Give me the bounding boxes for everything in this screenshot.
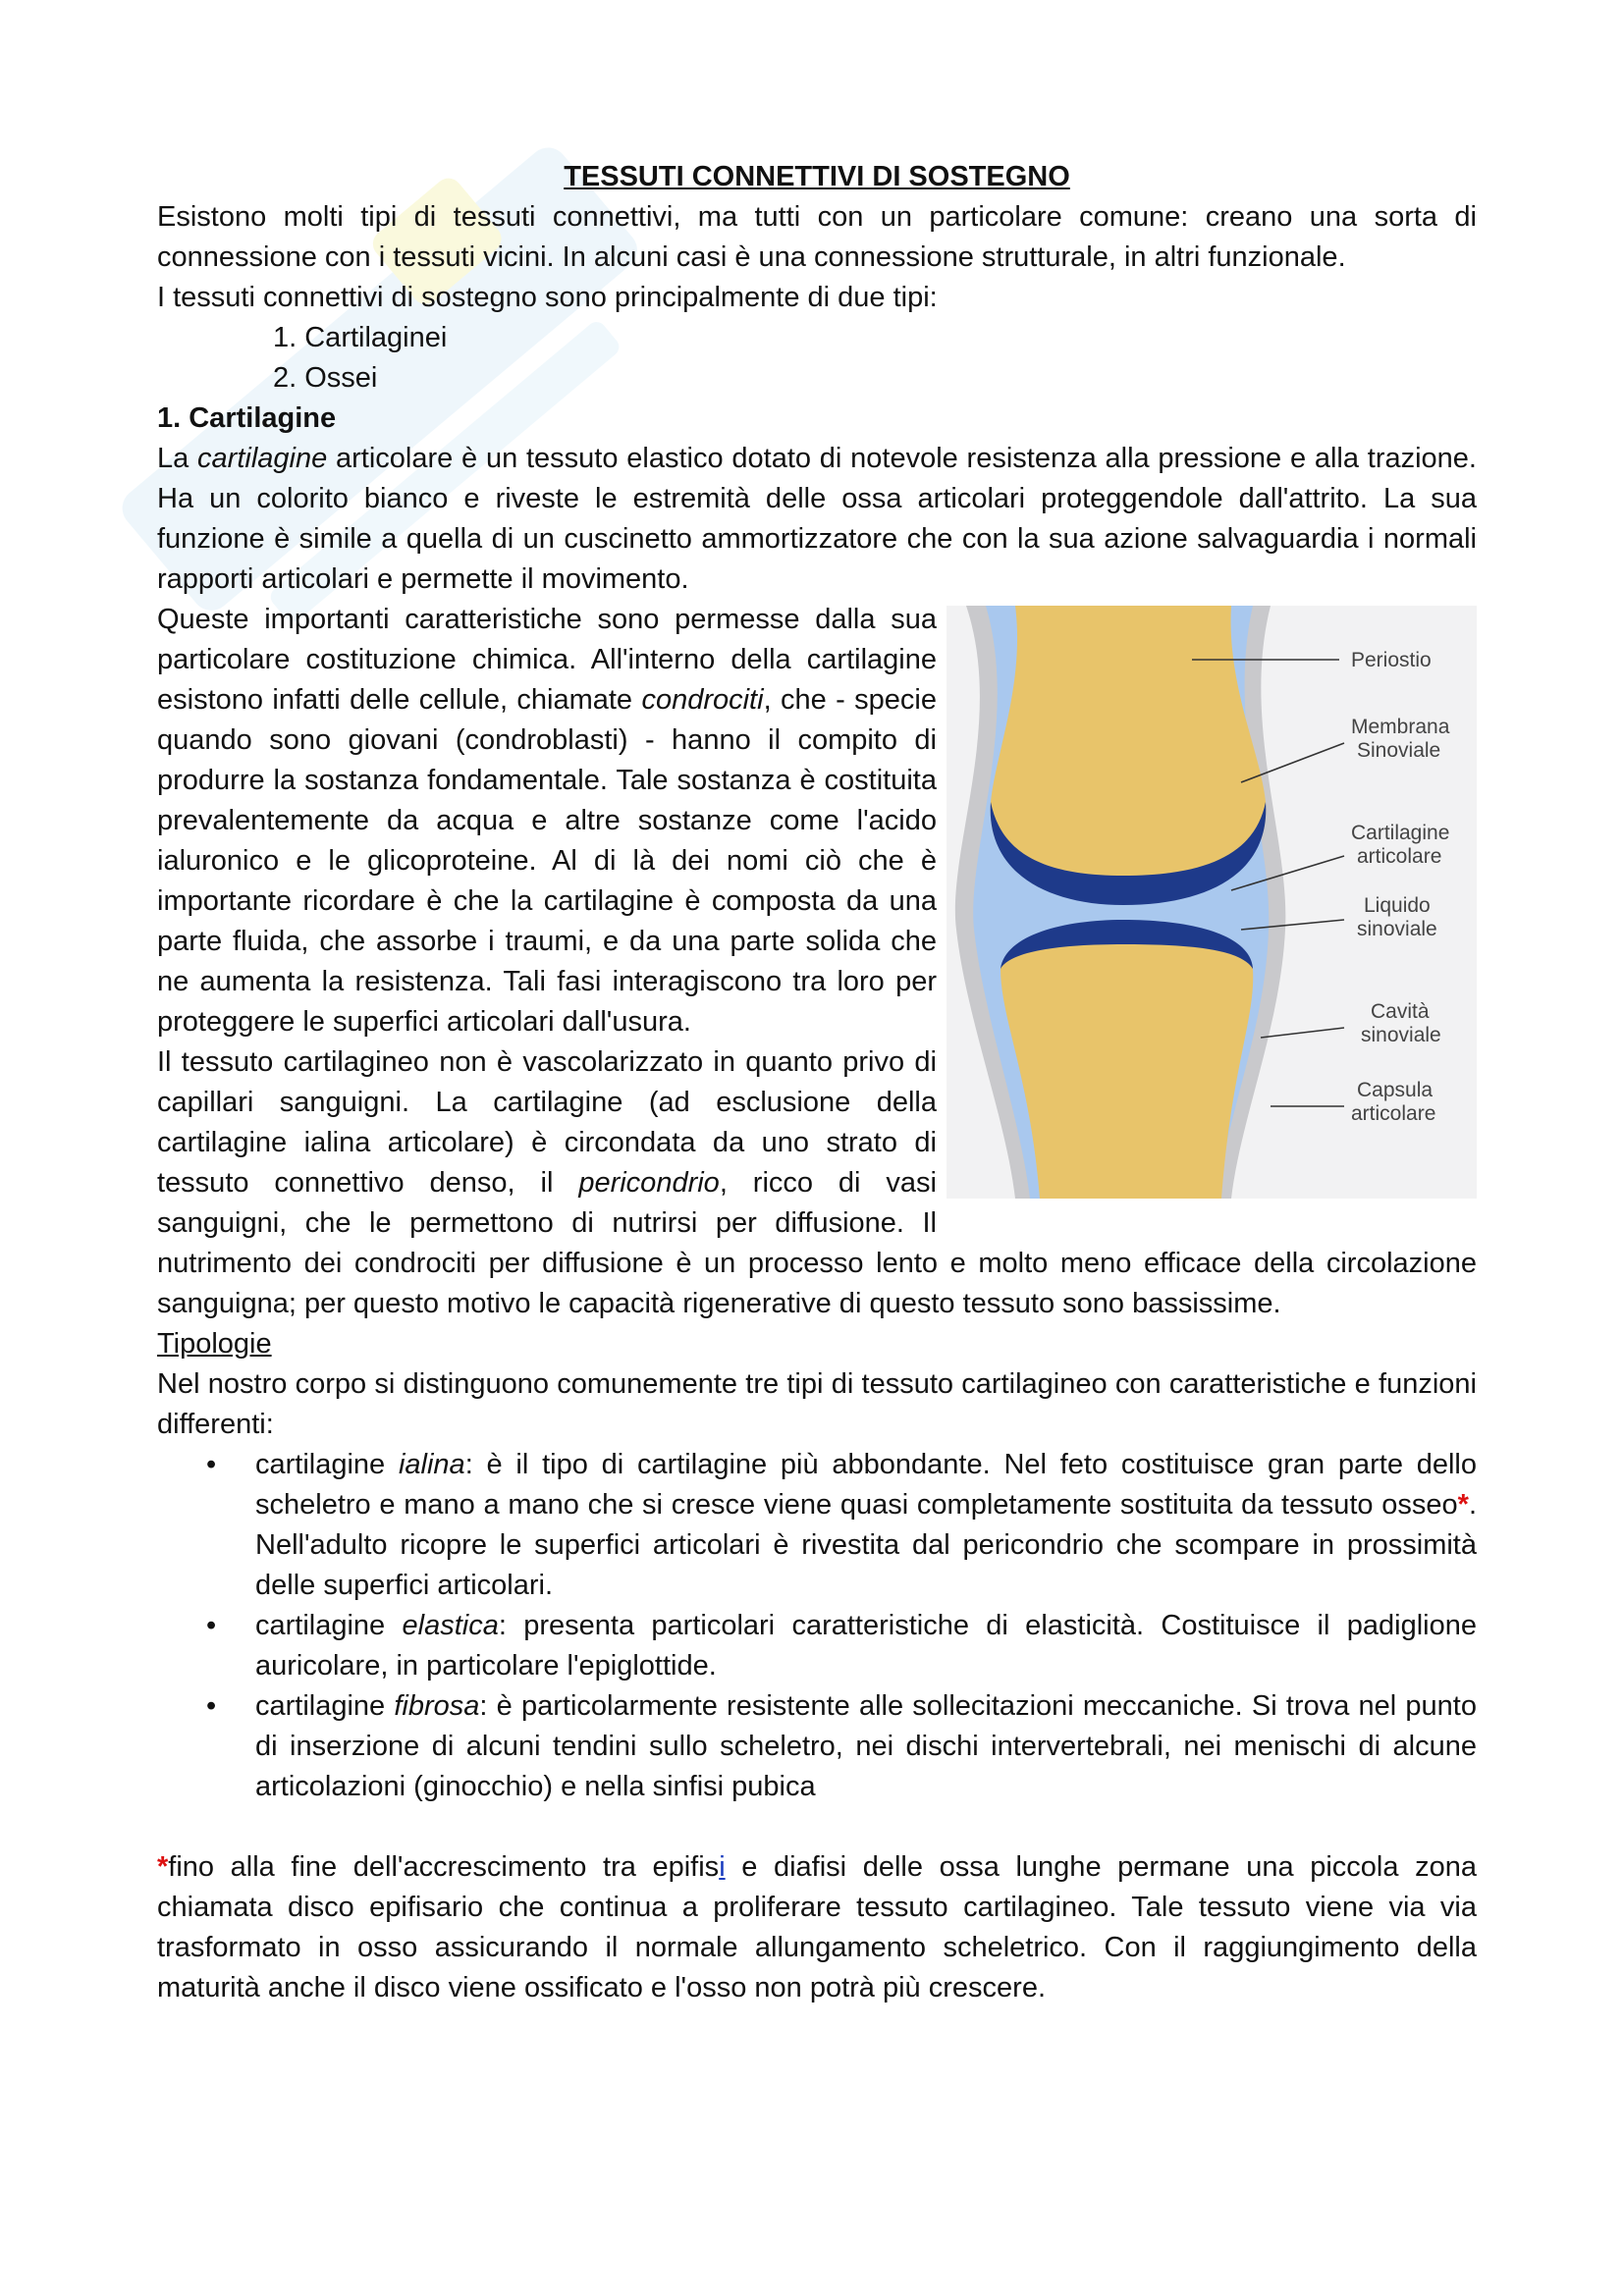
label-periostio: Periostio bbox=[1351, 649, 1432, 671]
label-liquido: Liquido bbox=[1364, 894, 1431, 917]
text-run: : è particolarmente resistente alle sollecitazioni meccaniche. Si trova nel punto di inserzione di alcuni tendini sullo scheletro, nei dischi intervertebrali, nei menischi di alcune articolazioni (ginocchio) e nella sinfisi pubica bbox=[255, 1690, 1477, 1802]
text-run: cartilagine bbox=[255, 1449, 399, 1480]
text-run: : è il tipo di cartilagine più abbondante. Nel feto costituisce gran parte dello scheletro e mano a mano che si cresce viene quasi completamente sostituita da tessuto osseo bbox=[255, 1449, 1477, 1521]
emphasis-term: cartilagine bbox=[197, 443, 328, 474]
text-run: articolare è un tessuto elastico dotato di notevole resistenza alla pressione e alla trazione. Ha un colorito bianco e riveste le estremità delle ossa articolari proteggendole dall'attrito. La sua funzione è simile a quella di un cuscinetto ammortizzatore che con la sua azione salvaguardia i normali rapporti articolari e permette il movimento. bbox=[157, 443, 1477, 595]
emphasis-term: pericondrio bbox=[578, 1167, 720, 1199]
upper-bone-shape bbox=[991, 606, 1267, 900]
list-item-ialina bbox=[157, 1445, 1477, 1606]
subheading-tipologie: Tipologie bbox=[157, 1328, 272, 1360]
list-item-elastica bbox=[157, 1606, 1477, 1686]
text-run: cartilagine bbox=[255, 1690, 395, 1722]
intro-types-sentence: I tessuti connettivi di sostegno sono principalmente di due tipi: bbox=[157, 282, 938, 313]
paragraph-cartilagine-intro bbox=[157, 439, 1477, 600]
types-list-item: 2. Ossei bbox=[273, 362, 378, 394]
footnote-marker: * bbox=[157, 1851, 169, 1883]
intro-paragraph: Esistono molti tipi di tessuti connettivi, ma tutti con un particolare comune: creano una sorta di connessione con i tessuti vicini. In alcuni casi è una connessione strutturale, in altri funzionale. bbox=[157, 201, 1477, 273]
emphasis-term: condrociti bbox=[641, 684, 764, 716]
emphasis-term: fibrosa bbox=[394, 1690, 480, 1722]
text-run: La bbox=[157, 443, 198, 474]
text-run: e diafisi delle ossa lunghe permane una piccola zona chiamata disco epifisario che continua a proliferare tessuto cartilagineo. Tale tessuto viene via via trasformato in osso assicurando il normale allungamento scheletrico. Con il raggiungimento della maturità anche il disco viene ossificato e l'osso non potrà più crescere. bbox=[157, 1851, 1477, 2003]
text-run: Queste importanti caratteristiche sono permesse dalla sua particolare costituzione chimica. All'interno della cartilagine esistono infatti delle cellule, chiamate bbox=[157, 604, 937, 716]
text-run: , che - specie quando sono giovani (condroblasti) - hanno il compito di produrre la sostanza fondamentale. Tale sostanza è costituita prevalentemente da acqua e altre sostanze come l'acido ialuronico e le glicoproteine. Al di là dei nomi ciò che è importante ricordare è che la cartilagine è composta da una parte fluida, che assorbe i traumi, e da una parte solida che ne aumenta la resistenza. Tali fasi interagiscono tra loro per proteggere le superfici articolari dall'usura. bbox=[157, 684, 937, 1038]
document-page bbox=[157, 157, 1477, 2008]
text-run: Il tessuto cartilagineo non è vascolarizzato in quanto privo di capillari sanguigni. La cartilagine (ad esclusione della cartilagine ialina articolare) è circondata da uno strato di tessuto connettivo denso, il bbox=[157, 1046, 937, 1199]
joint-anatomy-figure bbox=[947, 606, 1477, 1199]
label-sinoviale: Sinoviale bbox=[1357, 739, 1441, 762]
document-title: TESSUTI CONNETTIVI DI SOSTEGNO bbox=[564, 161, 1070, 192]
label-liquido-sinoviale: sinoviale bbox=[1357, 918, 1437, 940]
types-list bbox=[273, 318, 1477, 399]
lower-bone-shape bbox=[1001, 930, 1253, 1199]
list-item-fibrosa bbox=[157, 1686, 1477, 1807]
label-capsula: Capsula bbox=[1357, 1079, 1434, 1101]
spacer bbox=[157, 1807, 1477, 1847]
label-articolare: articolare bbox=[1357, 845, 1442, 868]
text-run: . Nell'adulto ricopre le superfici articolari è rivestita dal pericondrio che scompare in prossimità delle superfici articolari. bbox=[255, 1489, 1477, 1601]
label-cavita: Cavità bbox=[1371, 1000, 1430, 1023]
cartilage-types-list bbox=[157, 1445, 1477, 1807]
section-heading-cartilagine: 1. Cartilagine bbox=[157, 402, 337, 434]
types-list-item: 1. Cartilaginei bbox=[273, 322, 448, 353]
text-run: cartilagine bbox=[255, 1610, 403, 1641]
footnote-paragraph bbox=[157, 1847, 1477, 2008]
text-run: , ricco di vasi sanguigni, che le permettono di nutrirsi per diffusione. Il nutrimento dei condrociti per diffusione è un processo lento e molto meno efficace della circolazione sanguigna; per questo motivo le capacità rigenerative di questo tessuto sono bassissime. bbox=[157, 1167, 1477, 1319]
text-run: : presenta particolari caratteristiche di elasticità. Costituisce il padiglione auricolare, in particolare l'epiglottide. bbox=[255, 1610, 1477, 1682]
joint-diagram bbox=[947, 606, 1477, 1199]
text-run: fino alla fine dell'accrescimento tra epifis bbox=[168, 1851, 720, 1883]
label-membrana: Membrana bbox=[1351, 716, 1450, 738]
inline-link[interactable]: i bbox=[719, 1851, 726, 1883]
footnote-marker: * bbox=[1457, 1489, 1469, 1521]
label-cartilagine: Cartilagine bbox=[1351, 822, 1450, 844]
emphasis-term: elastica bbox=[402, 1610, 499, 1641]
label-capsula-articolare: articolare bbox=[1351, 1102, 1436, 1125]
label-cavita-sinoviale: sinoviale bbox=[1361, 1024, 1441, 1046]
emphasis-term: ialina bbox=[398, 1449, 465, 1480]
paragraph-tipologie-intro: Nel nostro corpo si distinguono comunemente tre tipi di tessuto cartilagineo con caratteristiche e funzioni differenti: bbox=[157, 1368, 1477, 1440]
